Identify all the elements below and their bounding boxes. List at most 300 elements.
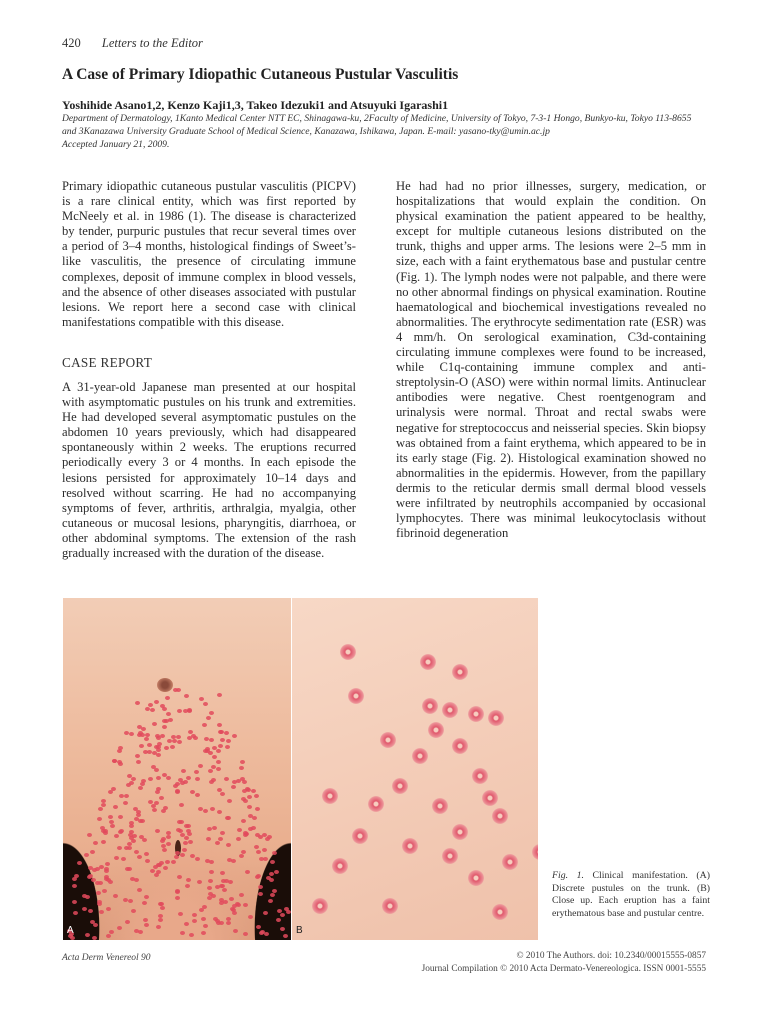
lesion-dot [138,819,143,823]
lesion-dot [131,909,136,913]
lesion-dot [162,725,167,729]
pustule [332,858,348,874]
lesion-dot [232,734,237,738]
lesion-dot [269,878,274,882]
lesion-dot [108,880,113,884]
lesion-dot [152,808,157,812]
lesion-dot [209,738,214,742]
lesion-dot [154,700,159,704]
lesion-dot [171,735,176,739]
lesion-dot [220,831,225,835]
lesion-dot [159,902,164,906]
lesion-dot [268,899,273,903]
lesion-dot [270,893,275,897]
lesion-dot [201,917,206,921]
lesion-dot [210,807,215,811]
lesion-dot [87,875,92,879]
lesion-dot [168,718,173,722]
lesion-dot [77,861,82,865]
lesion-dot [229,897,234,901]
lesion-dot [265,837,270,841]
lesion-dot [137,855,142,859]
lesion-dot [270,860,275,864]
lesion-dot [197,880,202,884]
pustule [412,748,428,764]
lesion-dot [217,810,222,814]
lesion-dot [96,891,101,895]
lesion-dot [199,697,204,701]
lesion-dot [87,833,92,837]
lesion-dot [135,754,140,758]
lesion-dot [219,901,224,905]
lesion-dot [211,765,216,769]
lesion-dot [220,792,225,796]
pustule [502,854,518,870]
pustule [392,778,408,794]
lesion-dot [280,927,285,931]
lesion-dot [118,746,123,750]
lesion-dot [97,817,102,821]
lesion-dot [148,777,153,781]
lesion-dot [216,767,221,771]
pustule [468,706,484,722]
page-number: 420 [62,36,81,50]
lesion-dot [137,888,142,892]
lesion-dot [227,858,232,862]
lesion-dot [155,790,160,794]
lesion-dot [151,804,156,808]
pustule [442,702,458,718]
accepted-date: Accepted January 21, 2009. [62,139,170,150]
lesion-dot [95,881,100,885]
lesion-dot [283,934,288,938]
lesion-dot [215,841,220,845]
lesion-dot [166,842,171,846]
lesion-dot [226,843,231,847]
lesion-dot [255,833,260,837]
lesion-dot [165,696,170,700]
lesion-dot [243,799,248,803]
pustule [380,732,396,748]
column-left-case [62,380,356,561]
lesion-dot [161,809,166,813]
lesion-dot [175,890,180,894]
lesion-dot [164,746,169,750]
lesion-dot [156,870,161,874]
lesion-dot [119,829,124,833]
lesion-dot [135,701,140,705]
lesion-dot [188,840,193,844]
lesion-dot [181,769,186,773]
lesion-dot [190,790,195,794]
lesion-dot [216,760,221,764]
intro-paragraph: Primary idiopathic cutaneous pustular vasculitis (PICPV) is a rare clinical entity, which was first reported by McNeely et al. in 1986 (1). The disease is characterized by tender, purpuric pustules that recur several times over a period of 3–4 months, histological findings of Sweet’s-like vasculitis, the presence of circulating immune complexes, deposit of immune complex in blood vessels, and the absence of other diseases associated with pustular lesions. We report here a second case with clinical manifestations compatible with this disease. [62,179,356,329]
lesion-dot [272,851,277,855]
pustule [428,722,444,738]
lesion-dot [72,900,77,904]
author-list: Yoshihide Asano1,2, Kenzo Kaji1,3, Takeo Idezuki1 and Atsuyuki Igarashi1 [62,98,449,112]
lesion-dot [276,918,281,922]
lesion-dot [121,857,126,861]
copyright-line: © 2010 The Authors. doi: 10.2340/00015555-0857 [516,951,706,961]
lesion-dot [110,824,115,828]
lesion-dot [140,782,145,786]
lesion-dot [117,846,122,850]
lesion-dot [93,841,98,845]
lesion-dot [97,902,102,906]
lesion-dot [207,886,212,890]
lesion-dot [183,780,188,784]
lesion-dot [192,913,197,917]
lesion-dot [220,738,225,742]
lesion-dot [217,723,222,727]
lesion-dot [154,873,159,877]
pustule [422,698,438,714]
lesion-dot [145,859,150,863]
lesion-dot [245,870,250,874]
lesion-dot [206,716,211,720]
lesion-dot [141,779,146,783]
lesion-dot [72,884,77,888]
lesion-dot [178,912,183,916]
lesion-dot [128,899,133,903]
lesion-dot [158,918,163,922]
lesion-dot [147,743,152,747]
lesion-dot [224,731,229,735]
lesion-dot [129,824,134,828]
lesion-dot [218,744,223,748]
lesion-dot [251,826,256,830]
pustule [532,844,538,860]
pustule [402,838,418,854]
lesion-dot [239,766,244,770]
lesion-dot [231,785,236,789]
lesion-dot [263,857,268,861]
lesion-dot [148,703,153,707]
lesion-dot [136,813,141,817]
lesion-dot [280,913,285,917]
lesion-dot [113,805,118,809]
pustule [452,738,468,754]
lesion-dot [126,783,131,787]
lesion-dot [195,793,200,797]
pustule [472,768,488,784]
lesion-dot [199,908,204,912]
lesion-dot [241,819,246,823]
pustule [340,644,356,660]
lesion-dot [218,837,223,841]
lesion-dot [160,734,165,738]
lesion-dot [85,895,90,899]
lesion-dot [159,796,164,800]
lesion-dot [160,906,165,910]
compilation-line: Journal Compilation © 2010 Acta Dermato-Venereologica. ISSN 0001-5555 [421,964,706,974]
lesion-dot [82,907,87,911]
lesion-dot [204,737,209,741]
affiliations-text: Department of Dermatology, 1Kanto Medical Center NTT EC, Shinagawa-ku, 2Faculty of Medicine, University of Tokyo, 7-3-1 Hongo, Bunkyo-ku, Tokyo 113-8655 and 3Kanazawa University Graduate School of Medical Science, Kanazawa, Ishikawa, Japan. E-mail: yasano-tky@umin.ac.jp [62,113,692,137]
case-paragraph-1: A 31-year-old Japanese man presented at our hospital with asymptomatic pustules on his trunk and extremities. He had developed several asymptomatic pustules on the abdomen 10 years previously, which had disappeared spontaneously within 2 weeks. The eruptions recurred periodically every 3 or 4 months. In each episode the lesions persisted for approximately 10–14 days and resolved without scarring. He had no accompanying symptoms of fever, arthritis, arthralgia, myalgia, other cutaneous or mucosal lesions, pharyngitis, diarrhoea, or other abdominal symptoms. The extension of the rash gradually increased with the duration of the disease. [62,380,356,561]
lesion-dot [239,854,244,858]
lesion-dot [160,839,165,843]
lesion-dot [143,918,148,922]
lesion-dot [256,850,261,854]
figure-label-a: A [67,925,74,936]
figure-label-b: B [296,925,303,936]
lesion-dot [176,735,181,739]
lesion-dot [225,745,230,749]
figure-1a-trunk-photo [63,598,291,940]
lesion-dot [90,850,95,854]
pustule [352,828,368,844]
lesion-dot [134,929,139,933]
lesion-dot [184,824,189,828]
lesion-dot [256,925,261,929]
lesion-dot [184,836,189,840]
lesion-dot [239,893,244,897]
lesion-dot [263,911,268,915]
pustule [432,798,448,814]
lesion-dot [224,777,229,781]
lesion-dot [144,852,149,856]
lesion-dot [233,929,238,933]
lesion-dot [152,722,157,726]
section-name: Letters to the Editor [101,36,203,50]
lesion-dot [222,888,227,892]
lesion-dot [240,777,245,781]
lesion-dot [184,922,189,926]
lesion-dot [131,839,136,843]
lesion-dot [251,789,256,793]
lesion-dot [156,925,161,929]
case-paragraph-2: He had had no prior illnesses, surgery, medication, or hospitalizations that would explain the condition. On physical examination the patient appeared to be healthy, except for multiple cutaneous lesions distributed on the trunk, thighs and upper arms. The lesions were 2–5 mm in size, each with a faint erythematous base and pustular centre (Fig. 1). The lymph nodes were not palpable, and there were no other abnormal findings on physical examination. Routine haematological and biochemical investigations revealed no abnormalities. The erythrocyte sedimentation rate (ESR) was 4 mm/h. On serological examination, C3d-containing circulating immune complexes were found to be increased, while C1q-containing immune complex and anti-streptolysin-O (ASO) were within normal limits. Antinuclear antibodies were negative. Chest roentgenogram and urinalysis were normal. Throat and rectal swabs were negative for streptococcus and neisserial species. Skin biopsy was obtained from a faint erythema, which appeared to be in its early stage (Fig. 2). Histological examination showed no abnormalities in the epidermis. However, from the papillary dermis to the reticular dermis small dermal blood vessels were infiltrated by neutrophils accompanied by occasional lymphocytes. There was minimal leukocytoclasis without fibrinoid degeneration [396,179,706,541]
lesion-dot [174,855,179,859]
lesion-dot [216,749,221,753]
lesion-dot [177,709,182,713]
lesion-dot [123,801,128,805]
lesion-dot [154,768,159,772]
pustule [482,790,498,806]
lesion-dot [274,870,279,874]
lesion-dot [113,894,118,898]
lesion-dot [212,826,217,830]
lesion-dot [207,827,212,831]
lesion-dot [207,896,212,900]
lesion-dot [148,800,153,804]
lesion-dot [203,702,208,706]
lesion-dot [192,919,197,923]
lesion-dot [177,740,182,744]
lesion-dot [248,915,253,919]
lesion-dot [236,903,241,907]
lesion-dot [215,885,220,889]
lesion-dot [175,896,180,900]
lesion-dot [124,794,129,798]
pustule [312,898,328,914]
footer-journal: Acta Derm Venereol 90 [62,953,151,963]
lesion-dot [219,921,224,925]
lesion-dot [84,853,89,857]
lesion-dot [269,872,274,876]
lesion-dot [237,828,242,832]
lesion-dot [105,862,110,866]
lesion-dot [226,739,231,743]
lesion-dot [85,933,90,937]
lesion-dot [134,850,139,854]
lesion-dot [186,878,191,882]
lesion-dot [183,841,188,845]
figure-caption [552,870,710,920]
lesion-dot [162,848,167,852]
lesion-dot [203,924,208,928]
lesion-dot [205,859,210,863]
running-header [62,36,203,51]
lesion-dot [195,777,200,781]
lesion-dot [255,807,260,811]
lesion-dot [258,892,263,896]
lesion-dot [128,833,133,837]
lesion-dot [88,866,93,870]
lesion-dot [166,776,171,780]
lesion-dot [154,745,159,749]
lesion-dot [170,745,175,749]
pustule [420,654,436,670]
lesion-dot [152,751,157,755]
lesion-dot [156,776,161,780]
lesion-dot [73,911,78,915]
lesion-dot [142,901,147,905]
column-right [396,179,706,541]
lesion-dot [72,877,77,881]
lesion-dot [117,760,122,764]
lesion-dot [166,835,171,839]
lesion-dot [92,936,97,940]
pustule [348,688,364,704]
lesion-dot [201,931,206,935]
lesion-dot [206,837,211,841]
pustule [452,824,468,840]
lesion-dot [272,889,277,893]
lesion-dot [209,870,214,874]
lesion-dot [156,736,161,740]
lesion-dot [208,769,213,773]
lesion-dot [136,760,141,764]
lesion-dot [144,923,149,927]
lesion-dot [134,878,139,882]
lesion-dot [138,930,143,934]
affiliations-block [62,112,708,151]
lesion-dot [203,809,208,813]
lesion-dot [171,860,176,864]
column-left-intro [62,179,356,330]
lesion-dot [172,739,177,743]
lesion-dot [117,926,122,930]
lesion-dot [182,848,187,852]
lesion-dot [227,799,232,803]
lesion-dot [70,936,75,940]
lesion-dot [189,933,194,937]
lesion-dot [162,707,167,711]
lesion-dot [208,879,213,883]
pustule [492,904,508,920]
lesion-dot [236,779,241,783]
lesion-dot [125,920,130,924]
lesion-dot [203,749,208,753]
pustule [488,710,504,726]
lesion-dot [106,907,111,911]
article-title: A Case of Primary Idiopathic Cutaneous Pustular Vasculitis [62,66,459,83]
lesion-dot [99,910,104,914]
lesion-dot [195,857,200,861]
lesion-dot [219,730,224,734]
lesion-dot [101,840,106,844]
lesion-dot [194,770,199,774]
lesion-dot [256,874,261,878]
lesion-dot [226,921,231,925]
caption-text: Clinical manifestation. (A) Discrete pustules on the trunk. (B) Close up. Each eruption has a faint erythematous base and pustular centre. [552,870,710,919]
lesion-dot [108,790,113,794]
lesion-dot [209,780,214,784]
lesion-dot [104,867,109,871]
lesion-dot [241,850,246,854]
lesion-dot [187,708,192,712]
lesion-dot [247,805,252,809]
lesion-dot [258,885,263,889]
lesion-dot [178,778,183,782]
figure-1b-closeup-photo [292,598,538,940]
lesion-dot [236,837,241,841]
lesion-dot [243,903,248,907]
lesion-dot [185,884,190,888]
lesion-dot [243,833,248,837]
lesion-dot [138,786,143,790]
lesion-dot [102,889,107,893]
lesion-dot [284,907,289,911]
lesion-dot [202,723,207,727]
pustule [382,898,398,914]
lesion-dot [252,816,257,820]
lesion-dot [179,803,184,807]
pustule [368,796,384,812]
lesion-dot [175,782,180,786]
lesion-dot [254,794,259,798]
lesion-dot [163,866,168,870]
lesion-dot [242,780,247,784]
lesion-dot [98,807,103,811]
lesion-dot [262,848,267,852]
lesion-dot [177,875,182,879]
lesion-dot [184,694,189,698]
lesion-dot [180,931,185,935]
lesion-dot [240,760,245,764]
pustule [452,664,468,680]
lesion-dot [129,732,134,736]
lesion-dot [209,711,214,715]
lesion-dot [106,934,111,938]
lesion-dot [114,856,119,860]
footer-copyright [422,950,706,976]
lesion-dot [139,744,144,748]
section-heading-case-report: CASE REPORT [62,355,153,370]
lesion-dot [144,895,149,899]
lesion-dot [220,871,225,875]
lesion-dot [161,844,166,848]
lesion-dot [166,712,171,716]
pustule [322,788,338,804]
lesion-dot [155,829,160,833]
pustule [492,808,508,824]
pustule [468,870,484,886]
lesion-dot [150,708,155,712]
